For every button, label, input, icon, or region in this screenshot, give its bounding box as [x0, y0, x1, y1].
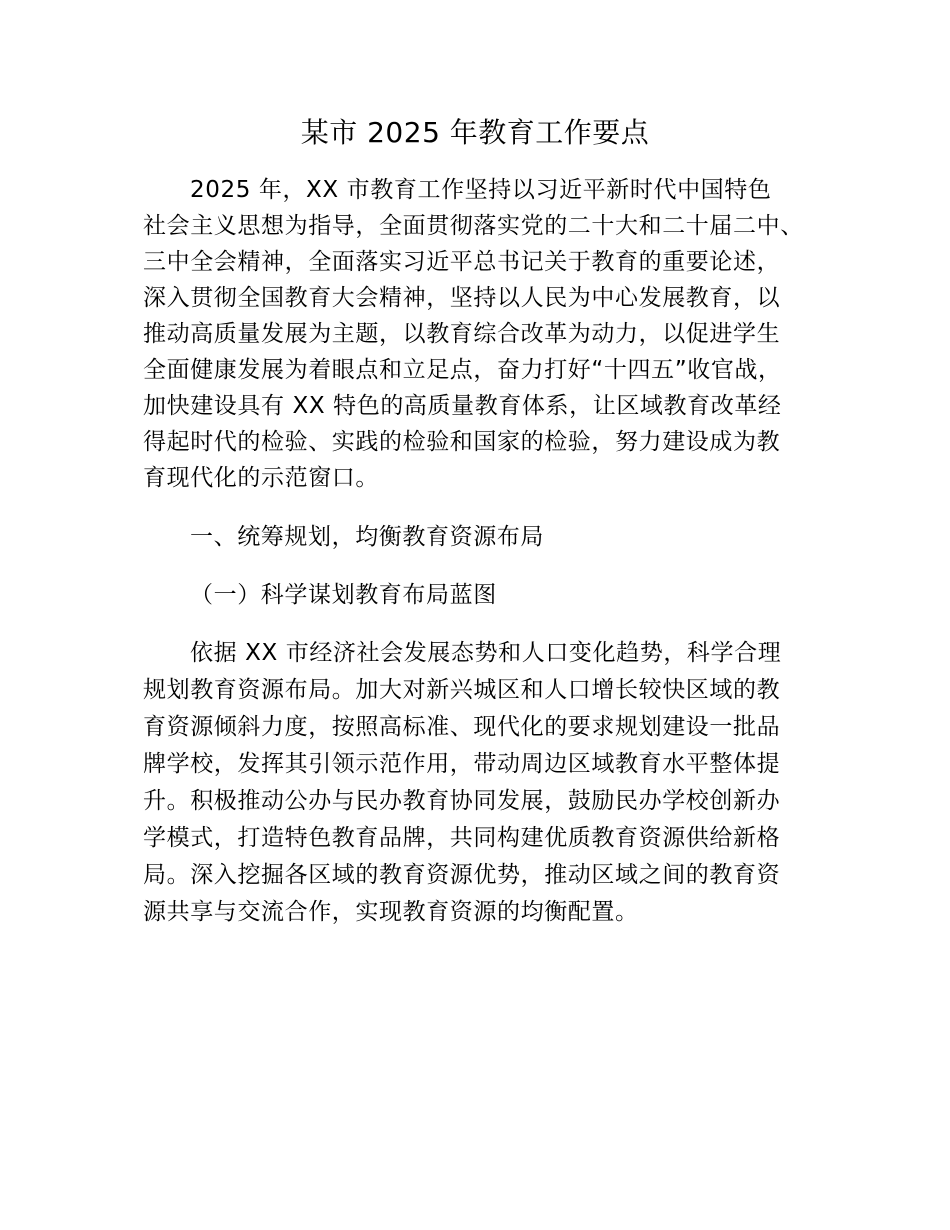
paragraph-line: 育现代化的示范窗口。: [143, 465, 379, 491]
paragraph-line: 局。深入挖掘各区域的教育资源优势，推动区域之间的教育资: [143, 862, 781, 888]
paragraph-line: 升。积极推动公办与民办教育协同发展，鼓励民办学校创新办: [143, 788, 781, 814]
paragraph-line: 源共享与交流合作，实现教育资源的均衡配置。: [143, 899, 639, 925]
paragraph-line: 依据 XX 市经济社会发展态势和人口变化趋势，科学合理: [190, 640, 782, 666]
paragraph-line: 三中全会精神，全面落实习近平总书记关于教育的重要论述，: [143, 249, 781, 275]
paragraph-line: 推动高质量发展为主题，以教育综合改革为动力，以促进学生: [143, 321, 781, 347]
paragraph-line: 学模式，打造特色教育品牌，共同构建优质教育资源供给新格: [143, 825, 781, 851]
paragraph-line: 牌学校，发挥其引领示范作用，带动周边区域教育水平整体提: [143, 751, 781, 777]
document-title: 某市 2025 年教育工作要点: [300, 116, 650, 149]
paragraph-line: 得起时代的检验、实践的检验和国家的检验，努力建设成为教: [143, 429, 781, 455]
paragraph-line: 社会主义思想为指导，全面贯彻落实党的二十大和二十届二中、: [143, 213, 804, 239]
paragraph-line: 2025 年，XX 市教育工作坚持以习近平新时代中国特色: [190, 177, 772, 203]
subsection-heading: （一）科学谋划教育布局蓝图: [190, 582, 497, 608]
paragraph-line: 育资源倾斜力度，按照高标准、现代化的要求规划建设一批品: [143, 714, 781, 740]
paragraph-line: 深入贯彻全国教育大会精神，坚持以人民为中心发展教育，以: [143, 285, 781, 311]
paragraph-line: 全面健康发展为着眼点和立足点，奋力打好“十四五”收官战，: [143, 357, 782, 383]
paragraph-line: 规划教育资源布局。加大对新兴城区和人口增长较快区域的教: [143, 677, 781, 703]
paragraph-line: 加快建设具有 XX 特色的高质量教育体系，让区域教育改革经: [143, 393, 782, 419]
section-heading: 一、统筹规划，均衡教育资源布局: [190, 524, 544, 550]
